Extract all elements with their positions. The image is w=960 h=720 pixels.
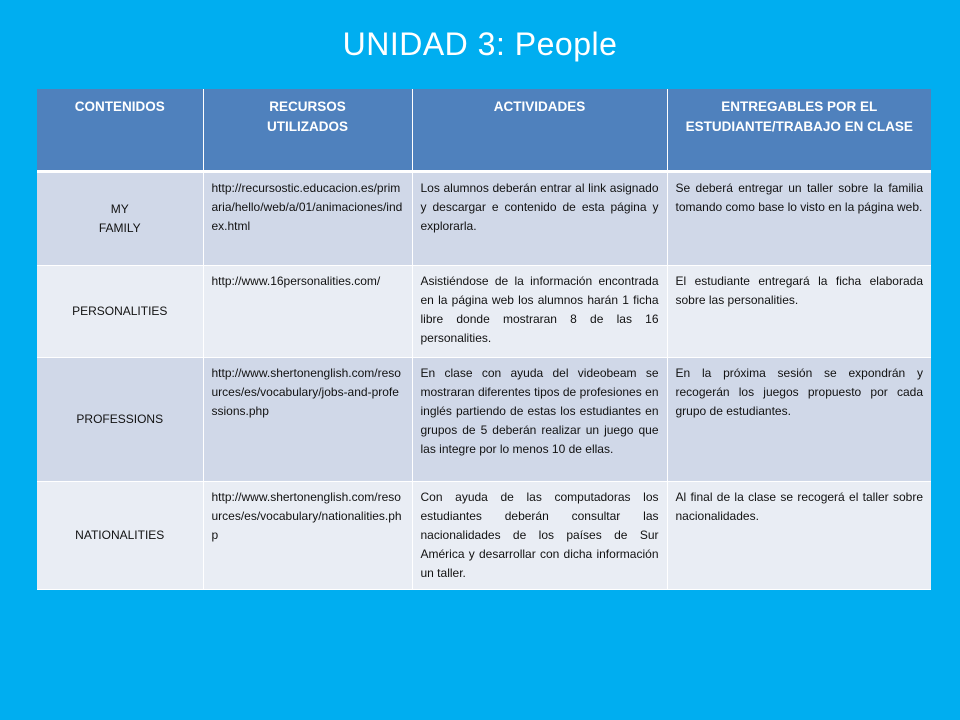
topic-cell: PERSONALITIES: [37, 265, 203, 357]
table-row: [37, 481, 931, 589]
header-recursos-line1: RECURSOS: [269, 99, 346, 114]
activity-cell: Asistiéndose de la información encontrada en la página web los alumnos harán 1 ficha libre donde mostraran 8 de las 16 personalities.: [412, 265, 667, 357]
resource-link: http://www.shertonenglish.com/resources/es/vocabulary/jobs-and-professions.php: [203, 357, 412, 481]
resource-link: http://www.16personalities.com/: [203, 265, 412, 357]
deliverable-cell: Al final de la clase se recogerá el taller sobre nacionalidades.: [667, 481, 931, 589]
activity-cell: En clase con ayuda del videobeam se mostraran diferentes tipos de profesiones en inglés partiendo de estas los estudiantes en grupos de 5 deberán realizar un juego que las integre por lo menos 10 de ellas.: [412, 357, 667, 481]
header-recursos: [203, 89, 412, 171]
resource-link: http://www.shertonenglish.com/resources/es/vocabulary/nationalities.php: [203, 481, 412, 589]
resource-link: http://recursostic.educacion.es/primaria/hello/web/a/01/animaciones/index.html: [203, 171, 412, 265]
table-row: [37, 357, 931, 481]
topic-line2: FAMILY: [98, 220, 141, 235]
topic-cell: [37, 171, 203, 265]
deliverable-cell: Se deberá entregar un taller sobre la familia tomando como base lo visto en la página web.: [667, 171, 931, 265]
table-row: [37, 171, 931, 265]
header-recursos-line2: UTILIZADOS: [267, 119, 348, 134]
topic-cell: NATIONALITIES: [37, 481, 203, 589]
activity-cell: Los alumnos deberán entrar al link asignado y descargar e contenido de esta página y explorarla.: [412, 171, 667, 265]
topic-line1: MY: [110, 201, 129, 216]
slide-title: UNIDAD 3: People: [342, 26, 618, 62]
header-actividades: ACTIVIDADES: [412, 89, 667, 171]
table-row: [37, 265, 931, 357]
unit-plan-table: [37, 89, 931, 590]
deliverable-cell: En la próxima sesión se expondrán y recogerán los juegos propuesto por cada grupo de estudiantes.: [667, 357, 931, 481]
header-entregables: ENTREGABLES POR EL ESTUDIANTE/TRABAJO EN CLASE: [667, 89, 931, 171]
activity-cell: Con ayuda de las computadoras los estudiantes deberán consultar las nacionalidades de los países de Sur América y desarrollar con dicha información un taller.: [412, 481, 667, 589]
header-contenidos: CONTENIDOS: [37, 89, 203, 171]
header-row: [37, 89, 931, 171]
topic-cell: PROFESSIONS: [37, 357, 203, 481]
deliverable-cell: El estudiante entregará la ficha elaborada sobre las personalities.: [667, 265, 931, 357]
